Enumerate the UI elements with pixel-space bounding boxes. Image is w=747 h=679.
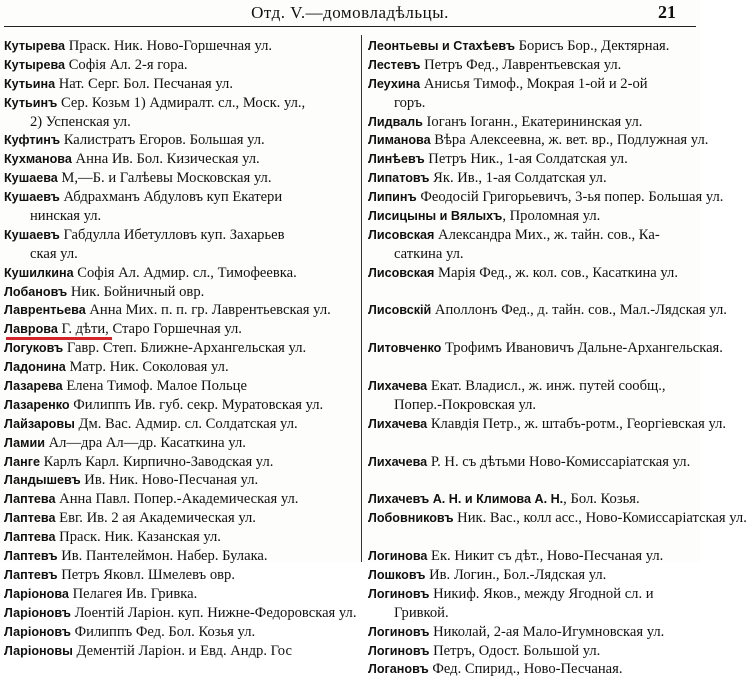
entry-details: Гавр. Степ. Ближне-Архангельская ул. [63,340,307,357]
entry-surname: Ларіоновъ [4,605,71,620]
directory-entry [368,547,698,566]
directory-entry [4,188,360,207]
entry-surname: Логуковъ [4,341,64,356]
entry-surname: Лаптева [4,492,56,507]
entry-details: , Проломная ул. [502,208,601,225]
entry-details: Р. Н. съ дѣтьми Ново-Комиссаріатская ул. [427,453,691,470]
entry-surname: Лихачева [368,379,428,394]
entry-details: Пелагея Ив. Гривка. [68,585,198,602]
entry-surname: Леонтьевы и Стахѣевъ [368,39,516,53]
entry-details: Як. Ив., 1-ая Солдатская ул. [429,170,607,187]
right-column [368,37,747,679]
directory-entry [368,585,698,604]
entry-details: ская ул. [30,245,78,262]
entry-surname: Кухманова [4,152,72,167]
entry-details: Петръ Фед., Лаврентьевская ул. [420,56,622,73]
entry-details: Матр. Ник. Соколовая ул. [65,359,229,376]
entry-details: Дементій Ларіон. и Евд. Андр. Гос [72,642,292,659]
entry-details: Анна Мих. п. п. гр. Лаврентьевская ул. [85,302,331,319]
directory-entry [368,490,698,509]
entry-details: Нат. Серг. Бол. Песчаная ул. [55,75,233,92]
entry-surname: Липинъ [368,190,417,205]
entry-surname: Кушилкина [4,265,74,280]
directory-entry [4,75,360,94]
entry-continuation [368,604,698,623]
entry-surname: Лазаренко [4,397,70,412]
entry-surname: Лисовская [368,227,435,242]
entry-details: Калистратъ Егоров. Большая ул. [60,132,265,149]
directory-entry [368,377,698,396]
directory-entry [4,471,360,490]
entry-details: Вѣра Алексеевна, ж. вет. вр., Подлужная ул. [430,132,709,149]
entry-details: Ал—дра Ал—др. Касаткина ул. [44,434,246,451]
entry-details: Ив. Ник. Ново-Песчаная ул. [80,472,259,489]
entry-details: 2) Успенская ул. [30,113,131,130]
entry-continuation [4,113,360,132]
entry-details: Праск. Ник. Ново-Горшечная ул. [65,38,273,54]
entry-surname: Лихачевъ А. Н. и Климова А. Н. [368,492,564,507]
entry-surname: Лошковъ [368,567,426,582]
entry-surname: Кутырева [4,57,66,72]
entry-continuation [4,245,360,264]
entry-details: Марія Фед., ж. кол. сов., Касаткина ул. [434,264,678,281]
entry-surname: Лиманова [368,133,431,148]
entry-surname: Кушаева [4,171,58,186]
entry-continuation [368,94,698,113]
entry-surname: Лихачева [368,416,428,431]
directory-entry [368,226,698,245]
directory-entry [368,75,698,94]
directory-entry [368,415,727,434]
entry-details: Клавдія Петр., ж. штабъ-ротм., Георгіевская ул. [427,415,727,432]
entry-surname: Логинова [368,549,428,564]
directory-entry [368,131,709,150]
directory-entry [368,169,698,188]
entry-surname: Ладонина [4,360,66,375]
directory-entry [4,150,360,169]
entry-details: Софія Ал. 2-я гора. [65,56,188,73]
directory-entry [368,188,724,207]
entry-details: Ив. Пантелеймон. Набер. Булака. [57,548,268,565]
directory-entry [368,37,698,56]
entry-surname: Кушаевъ [4,227,60,242]
column-divider [361,35,362,562]
entry-surname: Лаврова [4,322,58,337]
entry-surname: Ламии [4,435,45,450]
entry-details: Г. дѣти, Старо Горшечная ул. [57,321,242,338]
entry-continuation [368,396,698,415]
directory-entry [4,604,360,623]
directory-entry [368,566,698,585]
entry-continuation [368,320,698,339]
entry-details: Аполлонъ Фед., д. тайн. сов., Мал.-Лядская ул. [431,302,727,319]
directory-entry [368,623,698,642]
entry-surname: Линѣевъ [368,152,425,167]
directory-entry [4,37,360,56]
entry-details: Анна Ив. Бол. Кизическая ул. [71,151,260,168]
entry-details: Филиппъ Фед. Бол. Козья ул. [70,623,256,640]
entry-surname: Лисовскій [368,303,432,318]
entry-surname: Литовченко [368,341,442,356]
entry-details: Евг. Ив. 2 ая Академическая ул. [55,510,256,527]
entry-details: Трофимъ Ивановичъ Дальне-Архангельская. [441,340,723,357]
directory-entry [4,585,360,604]
directory-entry [4,490,360,509]
directory-entry [4,339,360,358]
directory-entry [4,226,360,245]
entry-details: Ив. Логин., Бол.-Лядская ул. [425,566,607,583]
entry-details: Габдулла Ибетулловъ куп. Захарьев [59,226,285,243]
entry-details: Дм. Вас. Адмир. сл. Солдатская ул. [74,415,298,432]
entry-details: Александра Мих., ж. тайн. сов., Ка- [434,226,660,243]
entry-surname: Лобановъ [4,284,68,299]
entry-surname: Лазарева [4,379,63,394]
directory-entry [4,358,360,377]
directory-entry [4,453,360,472]
directory-entry [4,301,360,320]
entry-surname: Логановъ [368,662,429,677]
entry-details: Лоентій Ларіон. куп. Нижне-Федоровская ул. [70,604,357,621]
entry-surname: Лаптева [4,511,56,526]
entry-details: Попер.-Покровская ул. [394,396,537,413]
directory-entry [4,283,360,302]
entry-surname: Лисовская [368,265,435,280]
entry-surname: Лестевъ [368,57,421,72]
entry-details: Софія Ал. Адмир. сл., Тимофеевка. [73,264,297,281]
directory-entry [4,56,360,75]
entry-surname: Куфтинъ [4,133,61,148]
entry-surname: Лидваль [368,114,423,129]
entry-surname: Ландышевъ [4,473,81,488]
entry-surname: Ларіоновы [4,643,73,658]
directory-entry [4,131,360,150]
entry-continuation [368,358,698,377]
entry-details: Іоганъ Іоганн., Екатерининская ул. [422,113,643,130]
entry-surname: Леухина [368,76,421,91]
left-column [4,37,360,660]
entry-surname: Ларіоновъ [4,624,71,639]
entry-surname: Кутьина [4,76,56,91]
entry-details: Екат. Владисл., ж. инж. путей сообщ., [427,378,666,395]
entry-details: Сер. Козьм 1) Адмиралт. сл., Моск. ул., [57,94,306,111]
entry-continuation [368,471,698,490]
entry-details: Никиф. Яков., между Ягодной сл. и [429,585,654,602]
directory-entry [4,377,360,396]
directory-entry [368,453,698,472]
entry-details: Фед. Спирид., Ново-Песчаная. [428,661,623,678]
entry-surname: Лаптевъ [4,567,58,582]
entry-details: Елена Тимоф. Малое Польце [62,378,247,395]
directory-entry [368,264,698,283]
entry-surname: Логиновъ [368,624,430,639]
directory-entry [368,113,698,132]
entry-details: Анисья Тимоф., Мокрая 1-ой и 2-ой [420,75,648,92]
directory-entry [4,94,360,113]
entry-surname: Кушаевъ [4,190,60,205]
entry-details: Ек. Никит съ дѣт., Ново-Песчаная ул. [427,548,664,565]
directory-entry [368,56,698,75]
directory-entry [4,642,360,661]
entry-surname: Кутьинъ [4,95,58,110]
directory-entry [368,509,747,528]
entry-details: Ник. Вас., колл асс., Ново-Комиссаріатская ул. [453,510,747,527]
directory-entry [368,660,698,679]
directory-entry [4,169,360,188]
entry-details: Петръ Яковл. Шмелевъ овр. [57,566,235,583]
directory-entry [368,207,698,226]
directory-entry [4,566,360,585]
entry-surname: Липатовъ [368,171,430,186]
entry-surname: Логиновъ [368,643,430,658]
directory-entry [368,150,698,169]
entry-surname: Логиновъ [368,586,430,601]
entry-surname: Лисицыны и Вялыхъ [368,209,503,224]
entry-continuation [4,207,360,226]
entry-details: саткина ул. [394,245,464,262]
directory-entry [368,642,698,661]
entry-details: Петръ Ник., 1-ая Солдатская ул. [424,151,628,168]
entry-details: Ник. Бойничный овр. [67,283,205,300]
entry-details: Гривкой. [394,604,449,621]
entry-details: , Бол. Козья. [563,491,640,508]
directory-entry [4,264,360,283]
entry-surname: Лобовниковъ [368,511,454,526]
entry-details: Праск. Ник. Казанская ул. [55,529,221,546]
entry-details: Карлъ Карл. Кирпично-Заводская ул. [40,453,274,470]
directory-entry [4,396,360,415]
entry-continuation [368,245,698,264]
entry-details: М,—Б. и Галѣевы Московская ул. [57,170,272,187]
page-number: 21 [658,2,676,22]
entry-surname: Лаврентьева [4,303,86,318]
entry-surname: Ланге [4,454,41,469]
entry-continuation [368,528,698,547]
entry-details: горъ. [394,94,426,111]
directory-entry [368,301,727,320]
entry-details: нинская ул. [30,208,102,225]
entry-details: Борисъ Бор., Дектярная. [515,38,670,54]
directory-entry [4,434,360,453]
directory-entry [4,623,360,642]
entry-surname: Лаптевъ [4,549,58,564]
entry-details: Феодосій Григорьевичъ, 3-ья попер. Большая ул. [416,189,724,206]
entry-continuation [368,434,698,453]
entry-details: Николай, 2-ая Мало-Игумновская ул. [429,623,665,640]
directory-entry [4,547,360,566]
entry-surname: Лихачева [368,454,428,469]
section-title: Отд. V.—домовладѣльцы. [251,3,449,22]
entry-details: Анна Павл. Попер.-Академическая ул. [55,491,299,508]
entry-surname: Ларіонова [4,586,69,601]
directory-entry [368,339,723,358]
entry-details: Абдрахманъ Абдуловъ куп Екатери [59,189,283,206]
entry-surname: Кутырева [4,39,66,53]
entry-surname: Лаптева [4,530,56,545]
entry-details: Петръ, Одост. Большой ул. [429,642,601,659]
header-rule [4,26,696,27]
entry-continuation [368,283,698,302]
entry-details: Филиппъ Ив. губ. секр. Муратовская ул. [69,396,324,413]
directory-entry [4,415,360,434]
page-header [0,0,700,26]
red-underline-marker [6,337,112,340]
entry-surname: Лайзаровы [4,416,75,431]
directory-entry [4,509,360,528]
directory-entry [4,528,360,547]
